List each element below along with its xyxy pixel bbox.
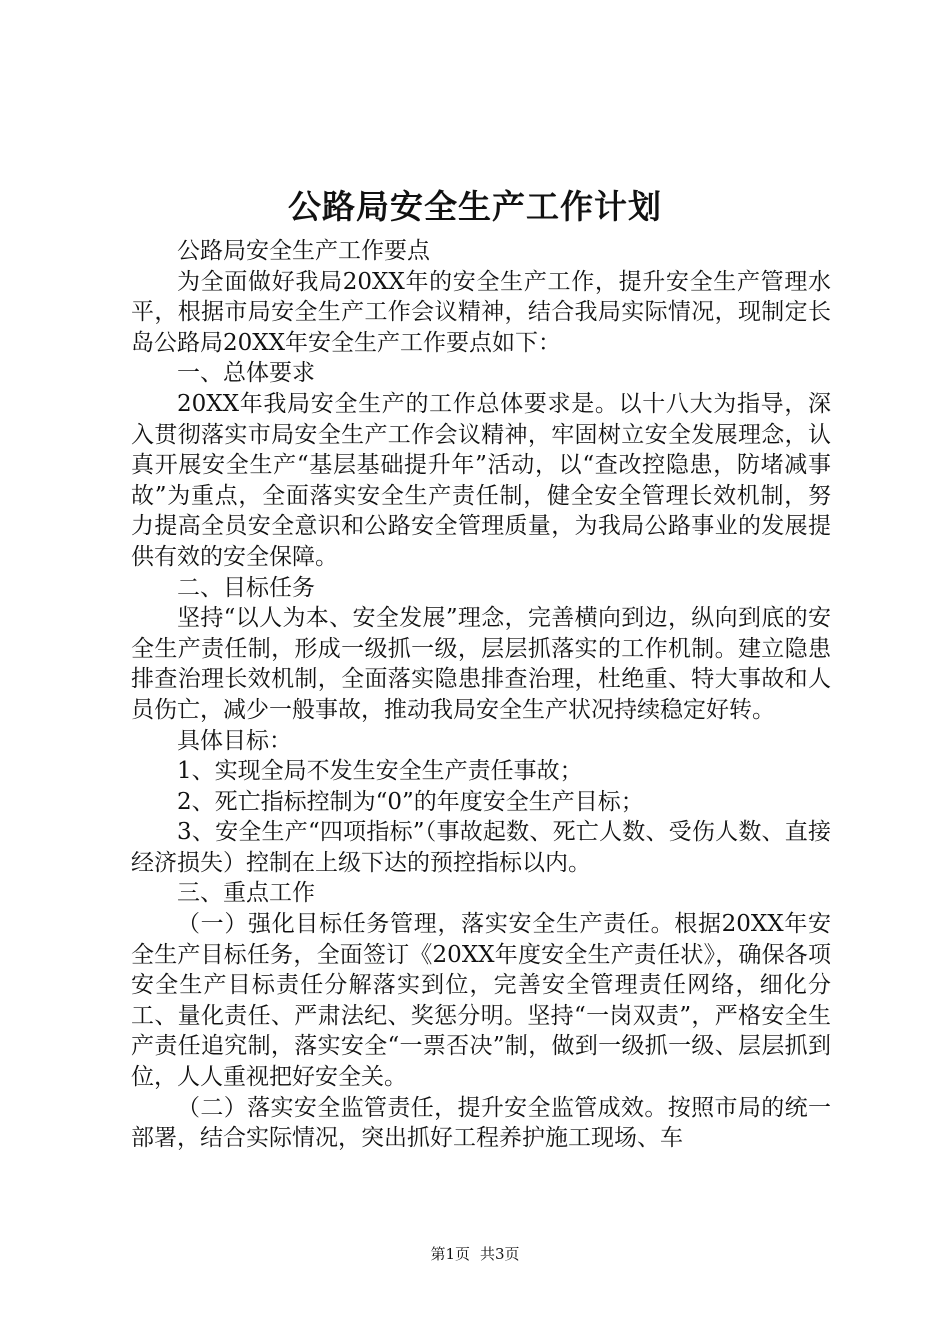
paragraph-key-work-1: （一）强化目标任务管理，落实安全生产责任。根据20XX年安全生产目标任务，全面签订《20XX年度安全生产责任状》，确保各项安全生产目标责任分解落实到位，完善安全管理责任网络，细化分工、量化责任、严肃法纪、奖惩分明。坚持“一岗双责”，严格安全生产责任追究制，落实安全“一票否决”制，做到一级抓一级、层层抓到位，人人重视把好安全关。 (131, 911, 831, 1091)
paragraph-goals: 坚持“以人为本、安全发展”理念，完善横向到边，纵向到底的安全生产责任制，形成一级抓一级，层层抓落实的工作机制。建立隐患排查治理长效机制，全面落实隐患排查治理，杜绝重、特大事故和人员伤亡，减少一般事故，推动我局安全生产状况持续稳定好转。 (131, 605, 831, 723)
section-heading-general: 一、总体要求 (177, 360, 315, 387)
page-footer (0, 1244, 950, 1264)
list-item-goal-1: 1、实现全局不发生安全生产责任事故； (177, 758, 583, 785)
list-item-goal-3: 3、安全生产“四项指标”（事故起数、死亡人数、受伤人数、直接经济损失）控制在上级下达的预控指标以内。 (131, 819, 831, 876)
paragraph-general: 20XX年我局安全生产的工作总体要求是。以十八大为指导，深入贯彻落实市局安全生产工作会议精神，牢固树立安全发展理念，认真开展安全生产“基层基础提升年”活动，以“查改控隐患，防堵减事故”为重点，全面落实安全生产责任制，健全安全管理长效机制，努力提高全员安全意识和公路安全管理质量，为我局公路事业的发展提供有效的安全保障。 (131, 390, 831, 570)
paragraph-intro: 为全面做好我局20XX年的安全生产工作，提升安全生产管理水平，根据市局安全生产工作会议精神，结合我局实际情况，现制定长岛公路局20XX年安全生产工作要点如下： (131, 268, 831, 356)
document-title: 公路局安全生产工作计划 (288, 187, 662, 226)
document-body (131, 236, 831, 1154)
paragraph-subtitle: 公路局安全生产工作要点 (177, 238, 430, 264)
paragraph-specific-goals-label: 具体目标： (177, 727, 292, 754)
section-heading-goals: 二、目标任务 (177, 574, 315, 601)
section-heading-key-work: 三、重点工作 (177, 880, 315, 907)
paragraph-key-work-2: （二）落实安全监管责任，提升安全监管成效。按照市局的统一部署，结合实际情况，突出抓好工程养护施工现场、车 (131, 1094, 831, 1152)
page-number: 第1页 (430, 1245, 470, 1263)
list-item-goal-2: 2、死亡指标控制为“0”的年度安全生产目标； (177, 788, 644, 815)
page-total: 共3页 (480, 1245, 520, 1263)
